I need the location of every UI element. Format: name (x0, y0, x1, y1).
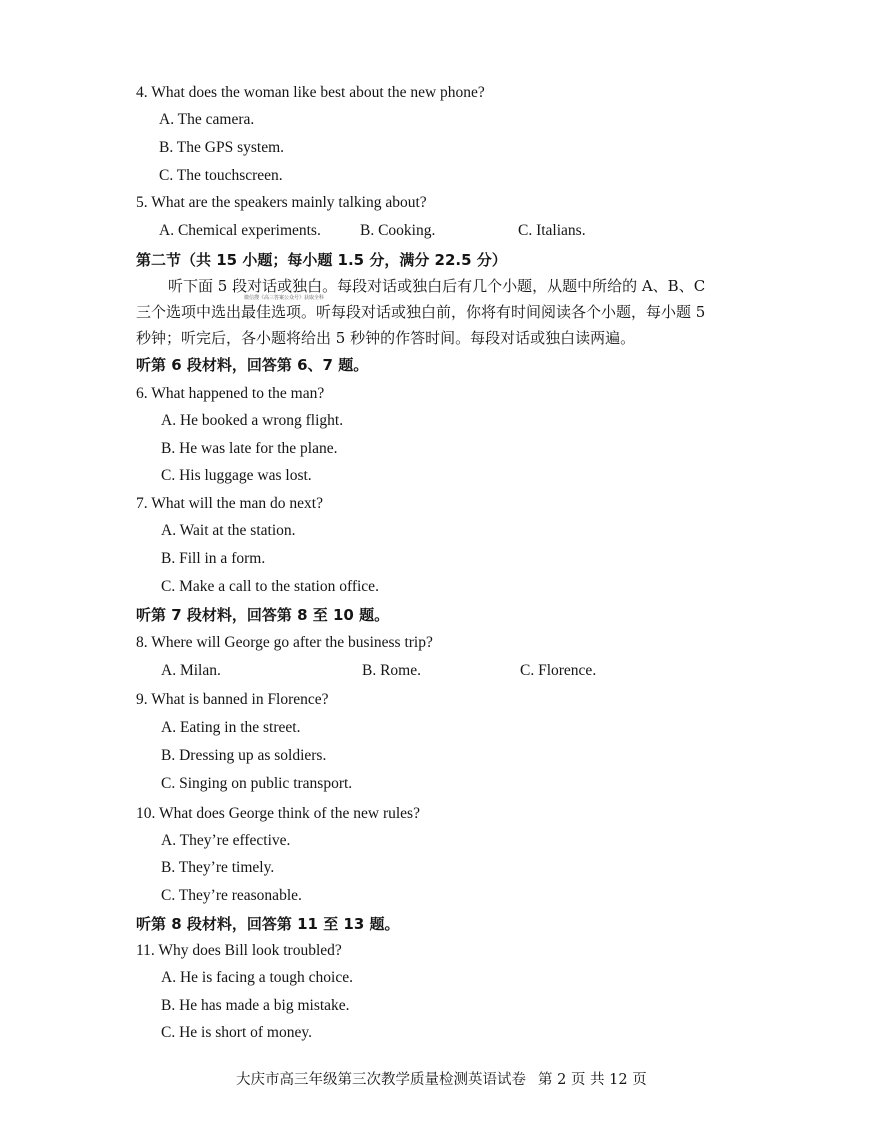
material-8-heading: 听第 8 段材料，回答第 11 至 13 题。 (136, 915, 400, 933)
q10-option-c: C. They’re reasonable. (161, 887, 302, 904)
q6-option-a: A. He booked a wrong flight. (161, 412, 344, 429)
question-9: 9. What is banned in Florence? (136, 691, 329, 708)
q8-option-a: A. Milan. (161, 662, 221, 679)
q11-option-a: A. He is facing a tough choice. (161, 969, 353, 986)
q4-option-c: C. The touchscreen. (159, 167, 283, 184)
question-7: 7. What will the man do next? (136, 495, 323, 512)
q9-option-c: C. Singing on public transport. (161, 775, 353, 792)
material-6-heading: 听第 6 段材料，回答第 6、7 题。 (136, 356, 369, 374)
q11-option-b: B. He has made a big mistake. (161, 997, 350, 1014)
section-2-heading: 第二节（共 15 小题；每小题 1.5 分，满分 22.5 分） (136, 251, 507, 269)
question-6: 6. What happened to the man? (136, 385, 325, 402)
q6-option-b: B. He was late for the plane. (161, 440, 338, 457)
q8-option-c: C. Florence. (520, 662, 597, 679)
q4-option-a: A. The camera. (159, 111, 255, 128)
q9-option-a: A. Eating in the street. (161, 719, 301, 736)
q10-option-a: A. They’re effective. (161, 832, 291, 849)
question-4: 4. What does the woman like best about the new phone? (136, 84, 485, 101)
q4-option-b: B. The GPS system. (159, 139, 285, 156)
q7-option-a: A. Wait at the station. (161, 522, 296, 539)
footer-page-number: 第 2 页 共 12 页 (538, 1072, 647, 1088)
q7-option-c: C. Make a call to the station office. (161, 578, 379, 595)
q6-option-c: C. His luggage was lost. (161, 467, 312, 484)
question-5: 5. What are the speakers mainly talking about? (136, 194, 427, 211)
question-11: 11. Why does Bill look troubled? (136, 942, 342, 959)
q9-option-b: B. Dressing up as soldiers. (161, 747, 327, 764)
section-2-instruction-line-3: 秒钟；听完后，各小题将给出 5 秒钟的作答时间。每段对话或独白读两遍。 (136, 329, 636, 347)
q11-option-c: C. He is short of money. (161, 1024, 312, 1041)
material-7-heading: 听第 7 段材料，回答第 8 至 10 题。 (136, 606, 390, 624)
q7-option-b: B. Fill in a form. (161, 550, 266, 567)
q5-option-a: A. Chemical experiments. (159, 222, 321, 239)
q10-option-b: B. They’re timely. (161, 859, 275, 876)
section-2-instruction-line-2: 三个选项中选出最佳选项。听每段对话或独白前，你将有时间阅读各个小题，每小题 5 (136, 303, 706, 321)
watermark-text: 微信搜《高三答案公众号》获取全科 (244, 295, 325, 301)
q5-option-b: B. Cooking. (360, 222, 436, 239)
q5-option-c: C. Italians. (518, 222, 586, 239)
section-2-instruction-line-1: 听下面 5 段对话或独白。每段对话或独白后有几个小题，从题中所给的 A、B、C (168, 277, 706, 295)
question-8: 8. Where will George go after the business trip? (136, 634, 433, 651)
question-10: 10. What does George think of the new rules? (136, 805, 420, 822)
q8-option-b: B. Rome. (362, 662, 421, 679)
footer-exam-title: 大庆市高三年级第三次教学质量检测英语试卷 (236, 1072, 526, 1088)
